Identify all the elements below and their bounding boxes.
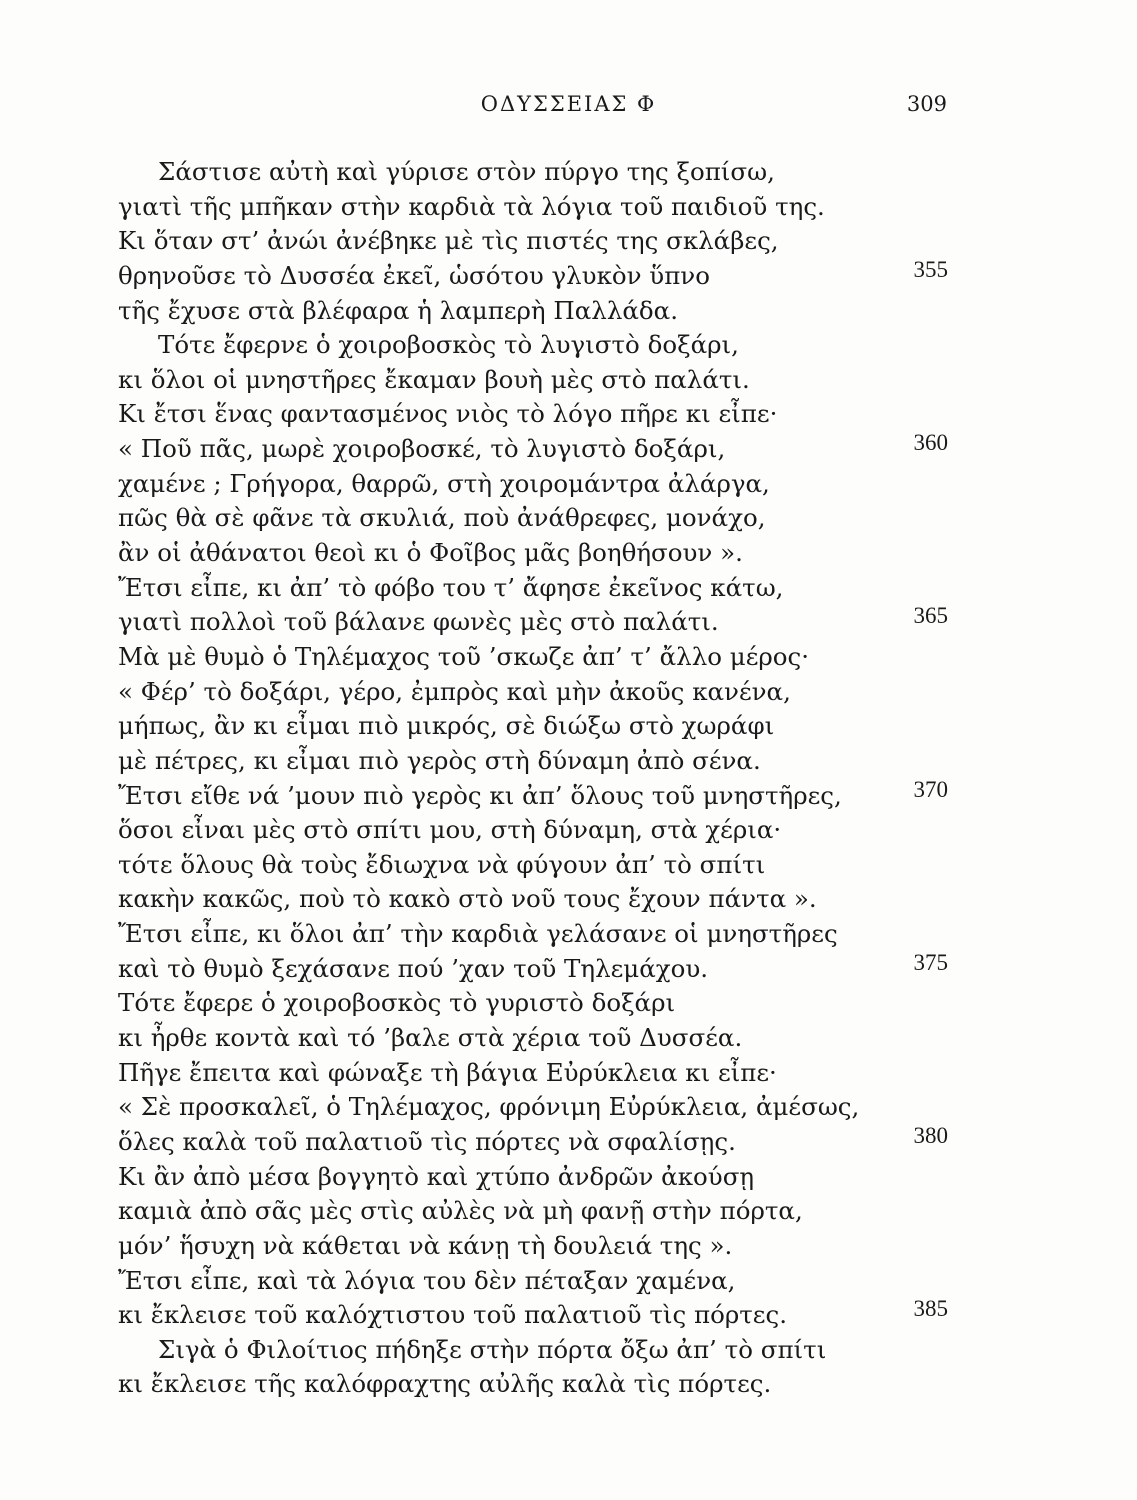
verse-line <box>118 1264 1018 1299</box>
verse-text: Κι ὅταν στ’ ἀνώι ἀνέβηκε μὲ τὶς πιστές της σκλάβες, <box>118 226 779 256</box>
verse-line <box>118 744 1018 779</box>
verse-block <box>118 155 1018 1402</box>
verse-text: χαμένε ; Γρήγορα, θαρρῶ, στὴ χοιρομάντρα ἀλάργα, <box>118 468 770 498</box>
verse-text: τῆς ἔχυσε στὰ βλέφαρα ἡ λαμπερὴ Παλλάδα. <box>118 295 678 325</box>
verse-text: θρηνοῦσε τὸ Δυσσέα ἐκεῖ, ὡσότου γλυκὸν ὕπνο <box>118 260 710 290</box>
verse-text: καὶ τὸ θυμὸ ξεχάσανε πού ’χαν τοῦ Τηλεμάχου. <box>118 953 709 983</box>
verse-text: Κι ἔτσι ἕνας φαντασμένος νιὸς τὸ λόγο πῆρε κι εἶπε· <box>118 399 778 429</box>
verse-text: « Ποῦ πᾶς, μωρὲ χοιροβοσκέ, τὸ λυγιστὸ δοξάρι, <box>118 434 726 464</box>
verse-line <box>118 882 1018 917</box>
verse-line <box>118 1333 1018 1368</box>
verse-line <box>118 536 1018 571</box>
verse-line <box>118 1298 1018 1333</box>
verse-text: κι ὅλοι οἱ μνηστῆρες ἔκαμαν βουὴ μὲς στὸ παλάτι. <box>118 364 750 394</box>
verse-text: Πῆγε ἔπειτα καὶ φώναξε τὴ βάγια Εὐρύκλεια κι εἶπε· <box>118 1057 777 1087</box>
verse-line <box>118 397 1018 432</box>
verse-text: γιατὶ τῆς μπῆκαν στὴν καρδιὰ τὰ λόγια τοῦ παιδιοῦ της. <box>118 191 825 221</box>
verse-text: Ἔτσι εἶπε, κι ὅλοι ἀπ’ τὴν καρδιὰ γελάσανε οἱ μνηστῆρες <box>118 919 838 949</box>
verse-line <box>118 813 1018 848</box>
line-number: 365 <box>913 603 948 629</box>
verse-text: Τότε ἔφερε ὁ χοιροβοσκὸς τὸ γυριστὸ δοξάρι <box>118 988 676 1018</box>
verse-line <box>118 224 1018 259</box>
line-number: 355 <box>913 256 948 282</box>
verse-text: κι ἦρθε κοντὰ καὶ τό ’βαλε στὰ χέρια τοῦ Δυσσέα. <box>118 1023 743 1053</box>
verse-text: κακὴν κακῶς, ποὺ τὸ κακὸ στὸ νοῦ τους ἔχουν πάντα ». <box>118 884 817 914</box>
verse-text: μήπως, ἂν κι εἶμαι πιὸ μικρός, σὲ διώξω στὸ χωράφι <box>118 711 775 741</box>
line-number: 375 <box>913 949 948 975</box>
verse-line <box>118 1090 1018 1125</box>
verse-text: Σάστισε αὐτὴ καὶ γύρισε στὸν πύργο της ξοπίσω, <box>158 157 775 186</box>
verse-text: Κι ἂν ἀπὸ μέσα βογγητὸ καὶ χτύπο ἀνδρῶν ἀκούσῃ <box>118 1161 755 1191</box>
verse-line <box>118 501 1018 536</box>
verse-line <box>118 848 1018 883</box>
verse-text: τότε ὅλους θὰ τοὺς ἔδιωχνα νὰ φύγουν ἀπ’ τὸ σπίτι <box>118 849 766 879</box>
verse-line <box>118 917 1018 952</box>
verse-text: « Σὲ προσκαλεῖ, ὁ Τηλέμαχος, φρόνιμη Εὐρύκλεια, ἀμέσως, <box>118 1092 860 1122</box>
verse-line <box>118 1021 1018 1056</box>
verse-text: ἂν οἱ ἀθάνατοι θεοὶ κι ὁ Φοῖβος μᾶς βοηθήσουν ». <box>118 538 743 568</box>
verse-line <box>118 675 1018 710</box>
verse-line <box>118 1160 1018 1195</box>
running-head <box>0 88 1137 122</box>
verse-text: κι ἔκλεισε τοῦ καλόχτιστου τοῦ παλατιοῦ τὶς πόρτες. <box>118 1300 788 1330</box>
verse-line <box>118 605 1018 640</box>
verse-text: Σιγὰ ὁ Φιλοίτιος πήδηξε στὴν πόρτα ὄξω ἀπ’ τὸ σπίτι <box>158 1334 827 1364</box>
verse-line <box>118 709 1018 744</box>
verse-text: Μὰ μὲ θυμὸ ὁ Τηλέμαχος τοῦ ’σκωζε ἀπ’ τ’ ἄλλο μέρος· <box>118 641 810 671</box>
verse-text: γιατὶ πολλοὶ τοῦ βάλανε φωνὲς μὲς στὸ παλάτι. <box>118 607 719 637</box>
verse-line <box>118 467 1018 502</box>
line-number: 370 <box>913 776 948 802</box>
verse-line <box>118 328 1018 363</box>
verse-line <box>118 155 1018 190</box>
verse-text: Ἔτσι εἶπε, κι ἀπ’ τὸ φόβο του τ’ ἄφησε ἐκεῖνος κάτω, <box>118 572 784 602</box>
verse-line <box>118 294 1018 329</box>
verse-line <box>118 1194 1018 1229</box>
verse-text: Ἔτσι εἴθε νά ’μουν πιὸ γερὸς κι ἀπ’ ὅλους τοῦ μνηστῆρες, <box>118 780 842 810</box>
running-title: ΟΔΥΣΣΕΙΑΣ Φ <box>480 92 657 116</box>
verse-line <box>118 949 1018 987</box>
verse-line <box>118 432 1018 467</box>
verse-text: Ἔτσι εἶπε, καὶ τὰ λόγια του δὲν πέταξαν χαμένα, <box>118 1265 736 1295</box>
verse-line <box>118 571 1018 606</box>
verse-text: ὅσοι εἶναι μὲς στὸ σπίτι μου, στὴ δύναμη, στὰ χέρια· <box>118 815 782 845</box>
verse-text: Τότε ἔφερνε ὁ χοιροβοσκὸς τὸ λυγιστὸ δοξάρι, <box>158 330 739 360</box>
page-number: 309 <box>906 92 947 116</box>
line-number: 380 <box>913 1122 948 1148</box>
verse-line <box>118 190 1018 225</box>
verse-line <box>118 256 1018 294</box>
verse-line <box>118 1056 1018 1091</box>
verse-line <box>118 1229 1018 1264</box>
verse-text: ὅλες καλὰ τοῦ παλατιοῦ τὶς πόρτες νὰ σφαλίσῃς. <box>118 1126 736 1156</box>
verse-line <box>118 640 1018 675</box>
verse-text: κι ἔκλεισε τῆς καλόφραχτης αὐλῆς καλὰ τὶς πόρτες. <box>118 1369 772 1399</box>
verse-line <box>118 986 1018 1021</box>
verse-line <box>118 1122 1018 1160</box>
line-number: 360 <box>913 430 948 456</box>
verse-text: « Φέρ’ τὸ δοξάρι, γέρο, ἐμπρὸς καὶ μὴν ἀκοῦς κανένα, <box>118 676 791 706</box>
verse-text: μόν’ ἥσυχη νὰ κάθεται νὰ κάνῃ τὴ δουλειά της ». <box>118 1230 733 1260</box>
verse-line <box>118 1367 1018 1402</box>
verse-line <box>118 363 1018 398</box>
verse-text: καμιὰ ἀπὸ σᾶς μὲς στὶς αὐλὲς νὰ μὴ φανῇ στὴν πόρτα, <box>118 1196 803 1226</box>
verse-line <box>118 776 1018 814</box>
verse-text: πῶς θὰ σὲ φᾶνε τὰ σκυλιά, ποὺ ἀνάθρεφες, μονάχο, <box>118 503 766 533</box>
verse-text: μὲ πέτρες, κι εἶμαι πιὸ γερὸς στὴ δύναμη ἀπὸ σένα. <box>118 745 761 775</box>
line-number: 385 <box>913 1296 948 1322</box>
